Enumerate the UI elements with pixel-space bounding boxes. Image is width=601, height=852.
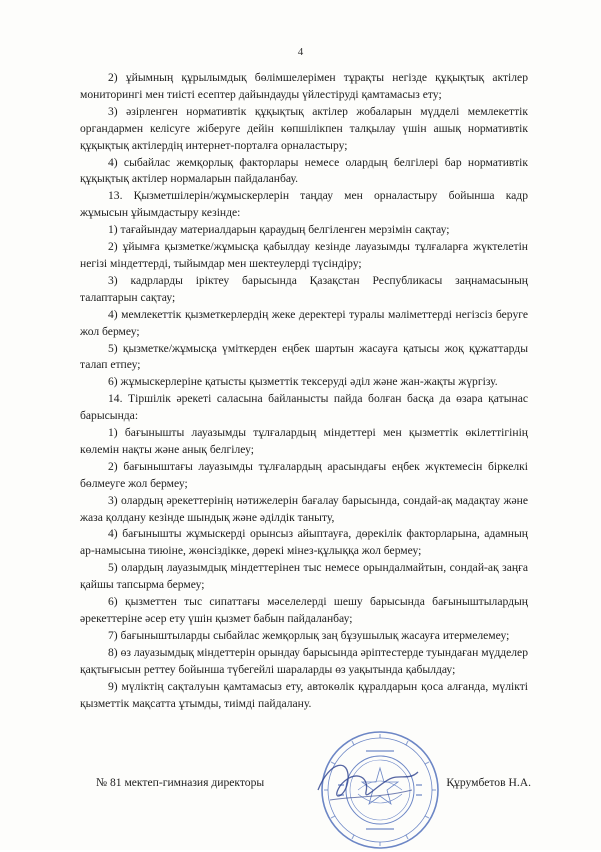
paragraph: 1) тағайындау материалдарын қараудың белгіленген мерзімін сақтау; (108, 223, 450, 237)
paragraph: 5) қызметке/жұмысқа үміткерден еңбек шартын жасауға қатысы жоқ құжаттарды талап етпеу; (80, 341, 528, 372)
paragraph: 3) әзірленген нормативтік құқықтық актілер жобаларын мүдделі мемлекеттік органдармен келісуге жіберуге дейін көпшілікпен талқылау үшін ашық нормативтік құқықтық актілердің интернет-порталға орналастыру; (80, 104, 528, 152)
paragraph: 6) қызметтен тыс сипаттағы мәселелерді шешу барысында бағыныштылардың әрекеттеріне әсер ету үшін қызмет бабын пайдаланбау; (80, 595, 528, 625)
paragraph: 4) бағынышты жұмыскерді орынсыз айыптауға, дөрекілік факторларына, адамның ар-намысына тиюіне, жөнсіздікке, дөрекі мінез-құлыққа жол бермеу; (80, 527, 528, 558)
paragraph: 3) олардың әрекеттерінің нәтижелерін бағалау барысында, сондай-ақ мадақтау және жаза қолдану кезінде шындық және әділдік таныту, (80, 493, 528, 524)
paragraph: 5) олардың лауазымдық міндеттерінен тыс немесе орындалмайтын, сондай-ақ заңға қайшы тапсырма бермеу; (80, 561, 528, 592)
signatory-name: Құрумбетов Н.А. (446, 776, 531, 789)
page-number: 4 (297, 46, 304, 58)
paragraph: 8) өз лауазымдық міндеттерін орындау барысында әріптестерде туындаған мүдделер қақтығысын реттеу бойынша түбегейлі шараларды өз уақытында қабылдау; (80, 645, 528, 676)
paragraph: 7) бағыныштыларды сыбайлас жемқорлық заң бұзушылық жасауға итермелемеу; (108, 628, 510, 642)
paragraph: 4) сыбайлас жемқорлық факторлары немесе олардың белгілері бар нормативтік құқықтық актілер нормаларын пайдаланбау. (80, 155, 528, 186)
document-body (80, 70, 528, 712)
paragraph: 4) мемлекеттік қызметкерлердің жеке деректері туралы мәліметтерді негізсіз беруге жол бермеу; (80, 307, 528, 338)
signatory-title: № 81 мектеп-гимназия директоры (96, 776, 265, 789)
paragraph: 2) ұйымның құрылымдық бөлімшелерімен тұрақты негізде құқықтық актілер мониторингі мен тиісті есептер дайындауды үйлестіруді қамтамасыз ету; (80, 71, 528, 101)
handwritten-signature (300, 740, 430, 820)
section-heading-14: 14. Тіршілік әрекеті саласына байланысты пайда болған басқа да өзара қатынас барысында: (80, 392, 528, 423)
paragraph: 6) жұмыскерлеріне қатысты қызметтік тексеруді әділ және жан-жақты жүргізу. (108, 375, 498, 389)
paragraph: 3) кадрларды іріктеу барысында Қазақстан Республикасы заңнамасының талаптарын сақтау; (80, 273, 528, 304)
paragraph: 2) бағыныштағы лауазымды тұлғалардың арасындағы еңбек жүктемесін біркелкі бөлмеуге жол бермеу; (80, 459, 528, 490)
section-heading-13: 13. Қызметшілерін/жұмыскерлерін таңдау мен орналастыру бойынша кадр жұмысын ұйымдастыру кезінде: (80, 189, 528, 220)
paragraph: 9) мүліктің сақталуын қамтамасыз ету, автокөлік құралдарын қоса алғанда, мүлікті қызметтік мақсатта ұтымды, тиімді пайдалану. (80, 679, 528, 710)
paragraph: 2) ұйымға қызметке/жұмысқа қабылдау кезінде лауазымды тұлғаларға жүктелетін негізі міндеттерді, тыйымдар мен шектеулерді түсіндіру; (80, 240, 528, 270)
paragraph: 1) бағынышты лауазымды тұлғалардың міндеттері мен қызметтік өкілеттігінің көлемін нақты және анық белгілеу; (80, 426, 528, 456)
